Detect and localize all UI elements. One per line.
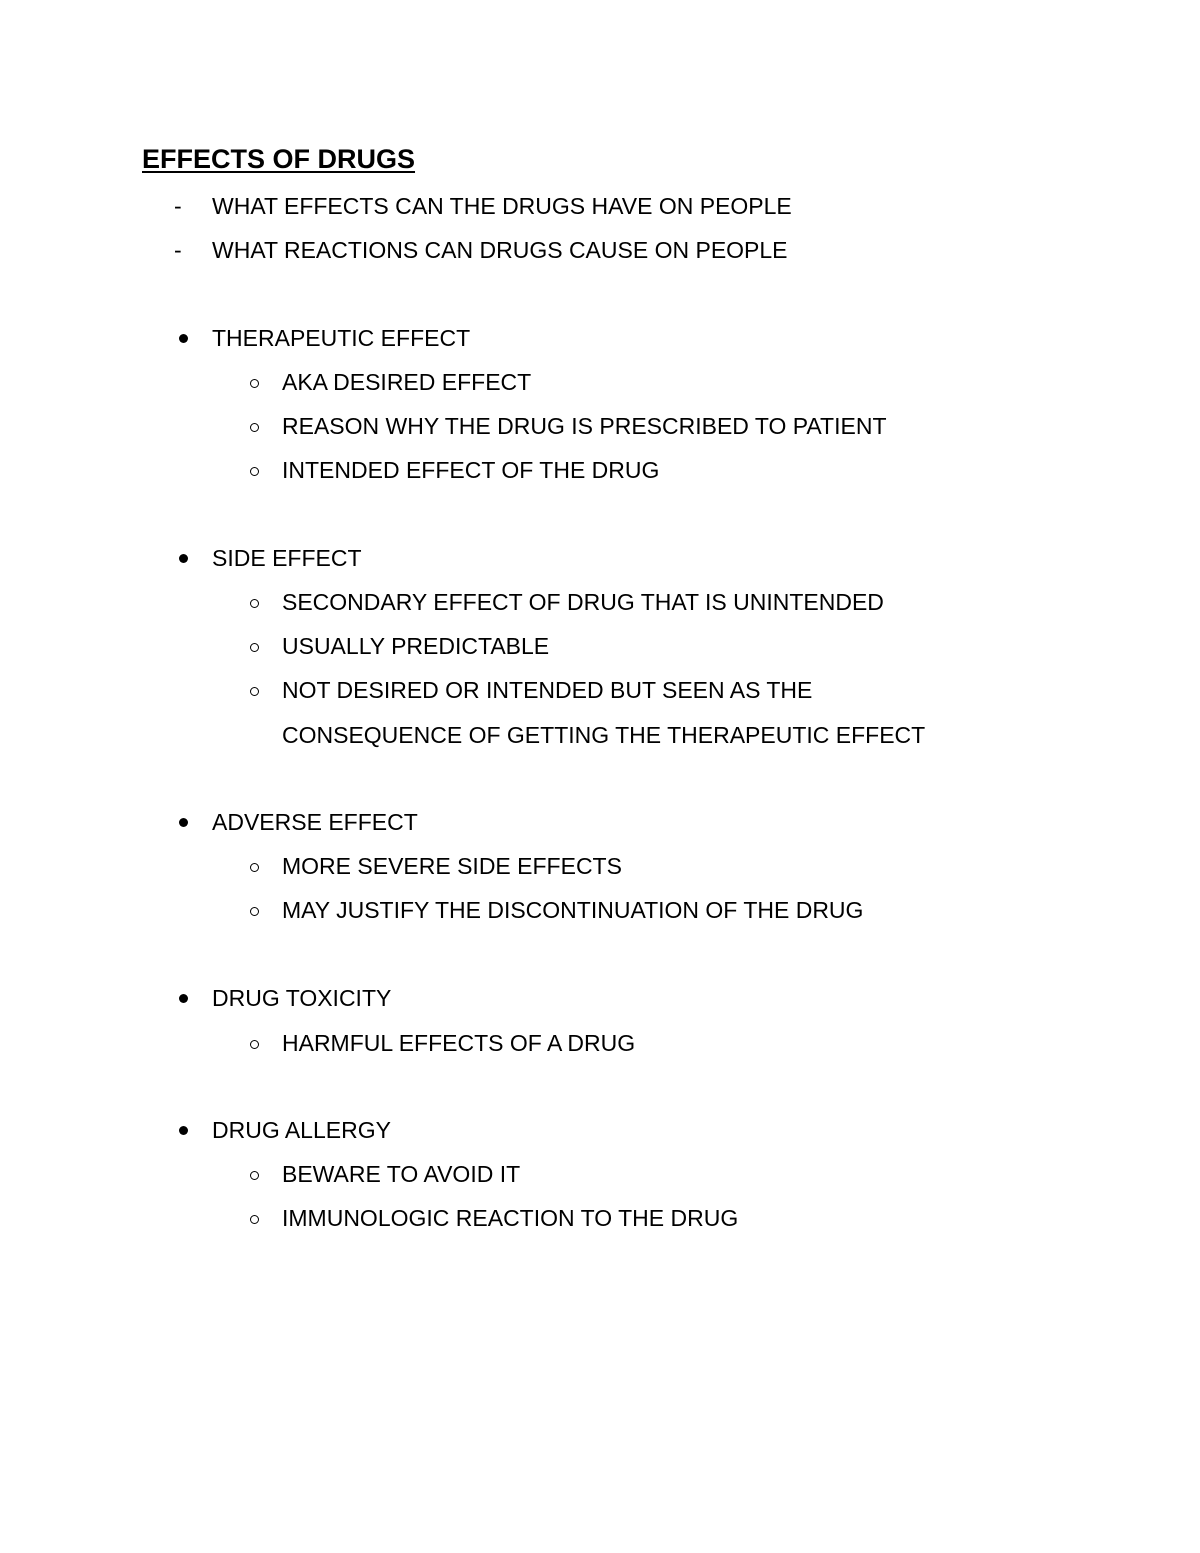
list-item: REASON WHY THE DRUG IS PRESCRIBED TO PATIENT — [282, 413, 887, 439]
list-item: AKA DESIRED EFFECT — [282, 369, 532, 395]
dash-marker: - — [174, 193, 182, 219]
section-heading-adverse: ADVERSE EFFECT — [212, 809, 418, 835]
circle-bullet-icon — [248, 586, 262, 618]
list-item: NOT DESIRED OR INTENDED BUT SEEN AS THE — [282, 677, 813, 703]
circle-bullet-icon — [248, 366, 262, 398]
section-heading-therapeutic: THERAPEUTIC EFFECT — [212, 325, 471, 351]
bullet-icon — [176, 322, 188, 354]
page-title: EFFECTS OF DRUGS — [142, 144, 416, 174]
circle-bullet-icon — [248, 894, 262, 926]
intro-line-2: WHAT REACTIONS CAN DRUGS CAUSE ON PEOPLE — [212, 237, 788, 263]
dash-marker: - — [174, 237, 182, 263]
circle-bullet-icon — [248, 674, 262, 706]
list-item: BEWARE TO AVOID IT — [282, 1161, 521, 1187]
list-item: USUALLY PREDICTABLE — [282, 633, 550, 659]
circle-bullet-icon — [248, 1027, 262, 1059]
section-heading-side-effect: SIDE EFFECT — [212, 545, 362, 571]
bullet-icon — [176, 1114, 188, 1146]
circle-bullet-icon — [248, 1202, 262, 1234]
circle-bullet-icon — [248, 454, 262, 486]
intro-line-1: WHAT EFFECTS CAN THE DRUGS HAVE ON PEOPLE — [212, 193, 792, 219]
circle-bullet-icon — [248, 410, 262, 442]
circle-bullet-icon — [248, 1158, 262, 1190]
list-item: SECONDARY EFFECT OF DRUG THAT IS UNINTENDED — [282, 589, 884, 615]
list-item-continuation: CONSEQUENCE OF GETTING THE THERAPEUTIC EFFECT — [282, 722, 926, 748]
circle-bullet-icon — [248, 630, 262, 662]
list-item: IMMUNOLOGIC REACTION TO THE DRUG — [282, 1205, 739, 1231]
circle-bullet-icon — [248, 850, 262, 882]
list-item: MAY JUSTIFY THE DISCONTINUATION OF THE DRUG — [282, 897, 864, 923]
bullet-icon — [176, 542, 188, 574]
bullet-icon — [176, 806, 188, 838]
section-heading-allergy: DRUG ALLERGY — [212, 1117, 391, 1143]
list-item: HARMFUL EFFECTS OF A DRUG — [282, 1030, 636, 1056]
list-item: INTENDED EFFECT OF THE DRUG — [282, 457, 660, 483]
list-item: MORE SEVERE SIDE EFFECTS — [282, 853, 622, 879]
bullet-icon — [176, 982, 188, 1014]
section-heading-toxicity: DRUG TOXICITY — [212, 985, 392, 1011]
